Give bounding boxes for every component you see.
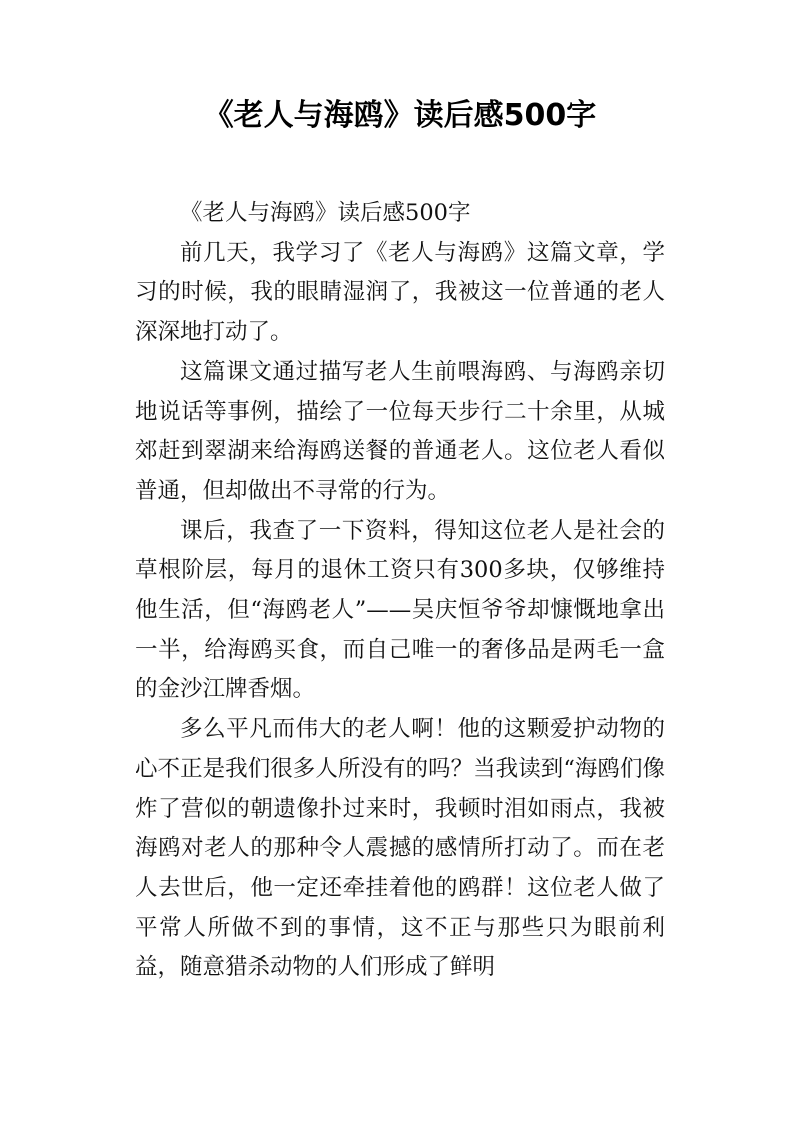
- document-title: 《老人与海鸥》读后感500字: [203, 98, 597, 133]
- paragraph-3: 课后，我查了一下资料，得知这位老人是社会的草根阶层，每月的退休工资只有300多块，仅够维持他生活，但“海鸥老人”——吴庆恒爷爷却慷慨地拿出一半，给海鸥买食，而自己唯一的奢侈品是两毛一盒的金沙江牌香烟。: [135, 517, 665, 703]
- paragraph-subtitle: 《老人与海鸥》读后感500字: [180, 200, 471, 226]
- document-body: [135, 194, 665, 988]
- paragraph-1: 前几天，我学习了《老人与海鸥》这篇文章，学习的时候，我的眼睛湿润了，我被这一位普通的老人深深地打动了。: [135, 239, 665, 346]
- paragraph-2: 这篇课文通过描写老人生前喂海鸥、与海鸥亲切地说话等事例，描绘了一位每天步行二十余里，从城郊赶到翠湖来给海鸥送餐的普通老人。这位老人看似普通，但却做出不寻常的行为。: [135, 358, 665, 504]
- paragraph-4: 多么平凡而伟大的老人啊！他的这颗爱护动物的心不正是我们很多人所没有的吗？当我读到“海鸥们像炸了营似的朝遗像扑过来时，我顿时泪如雨点，我被海鸥对老人的那种令人震撼的感情所打动了。而在老人去世后，他一定还牵挂着他的鸥群！这位老人做了平常人所做不到的事情，这不正与那些只为眼前利益，随意猎杀动物的人们形成了鲜明: [135, 716, 665, 981]
